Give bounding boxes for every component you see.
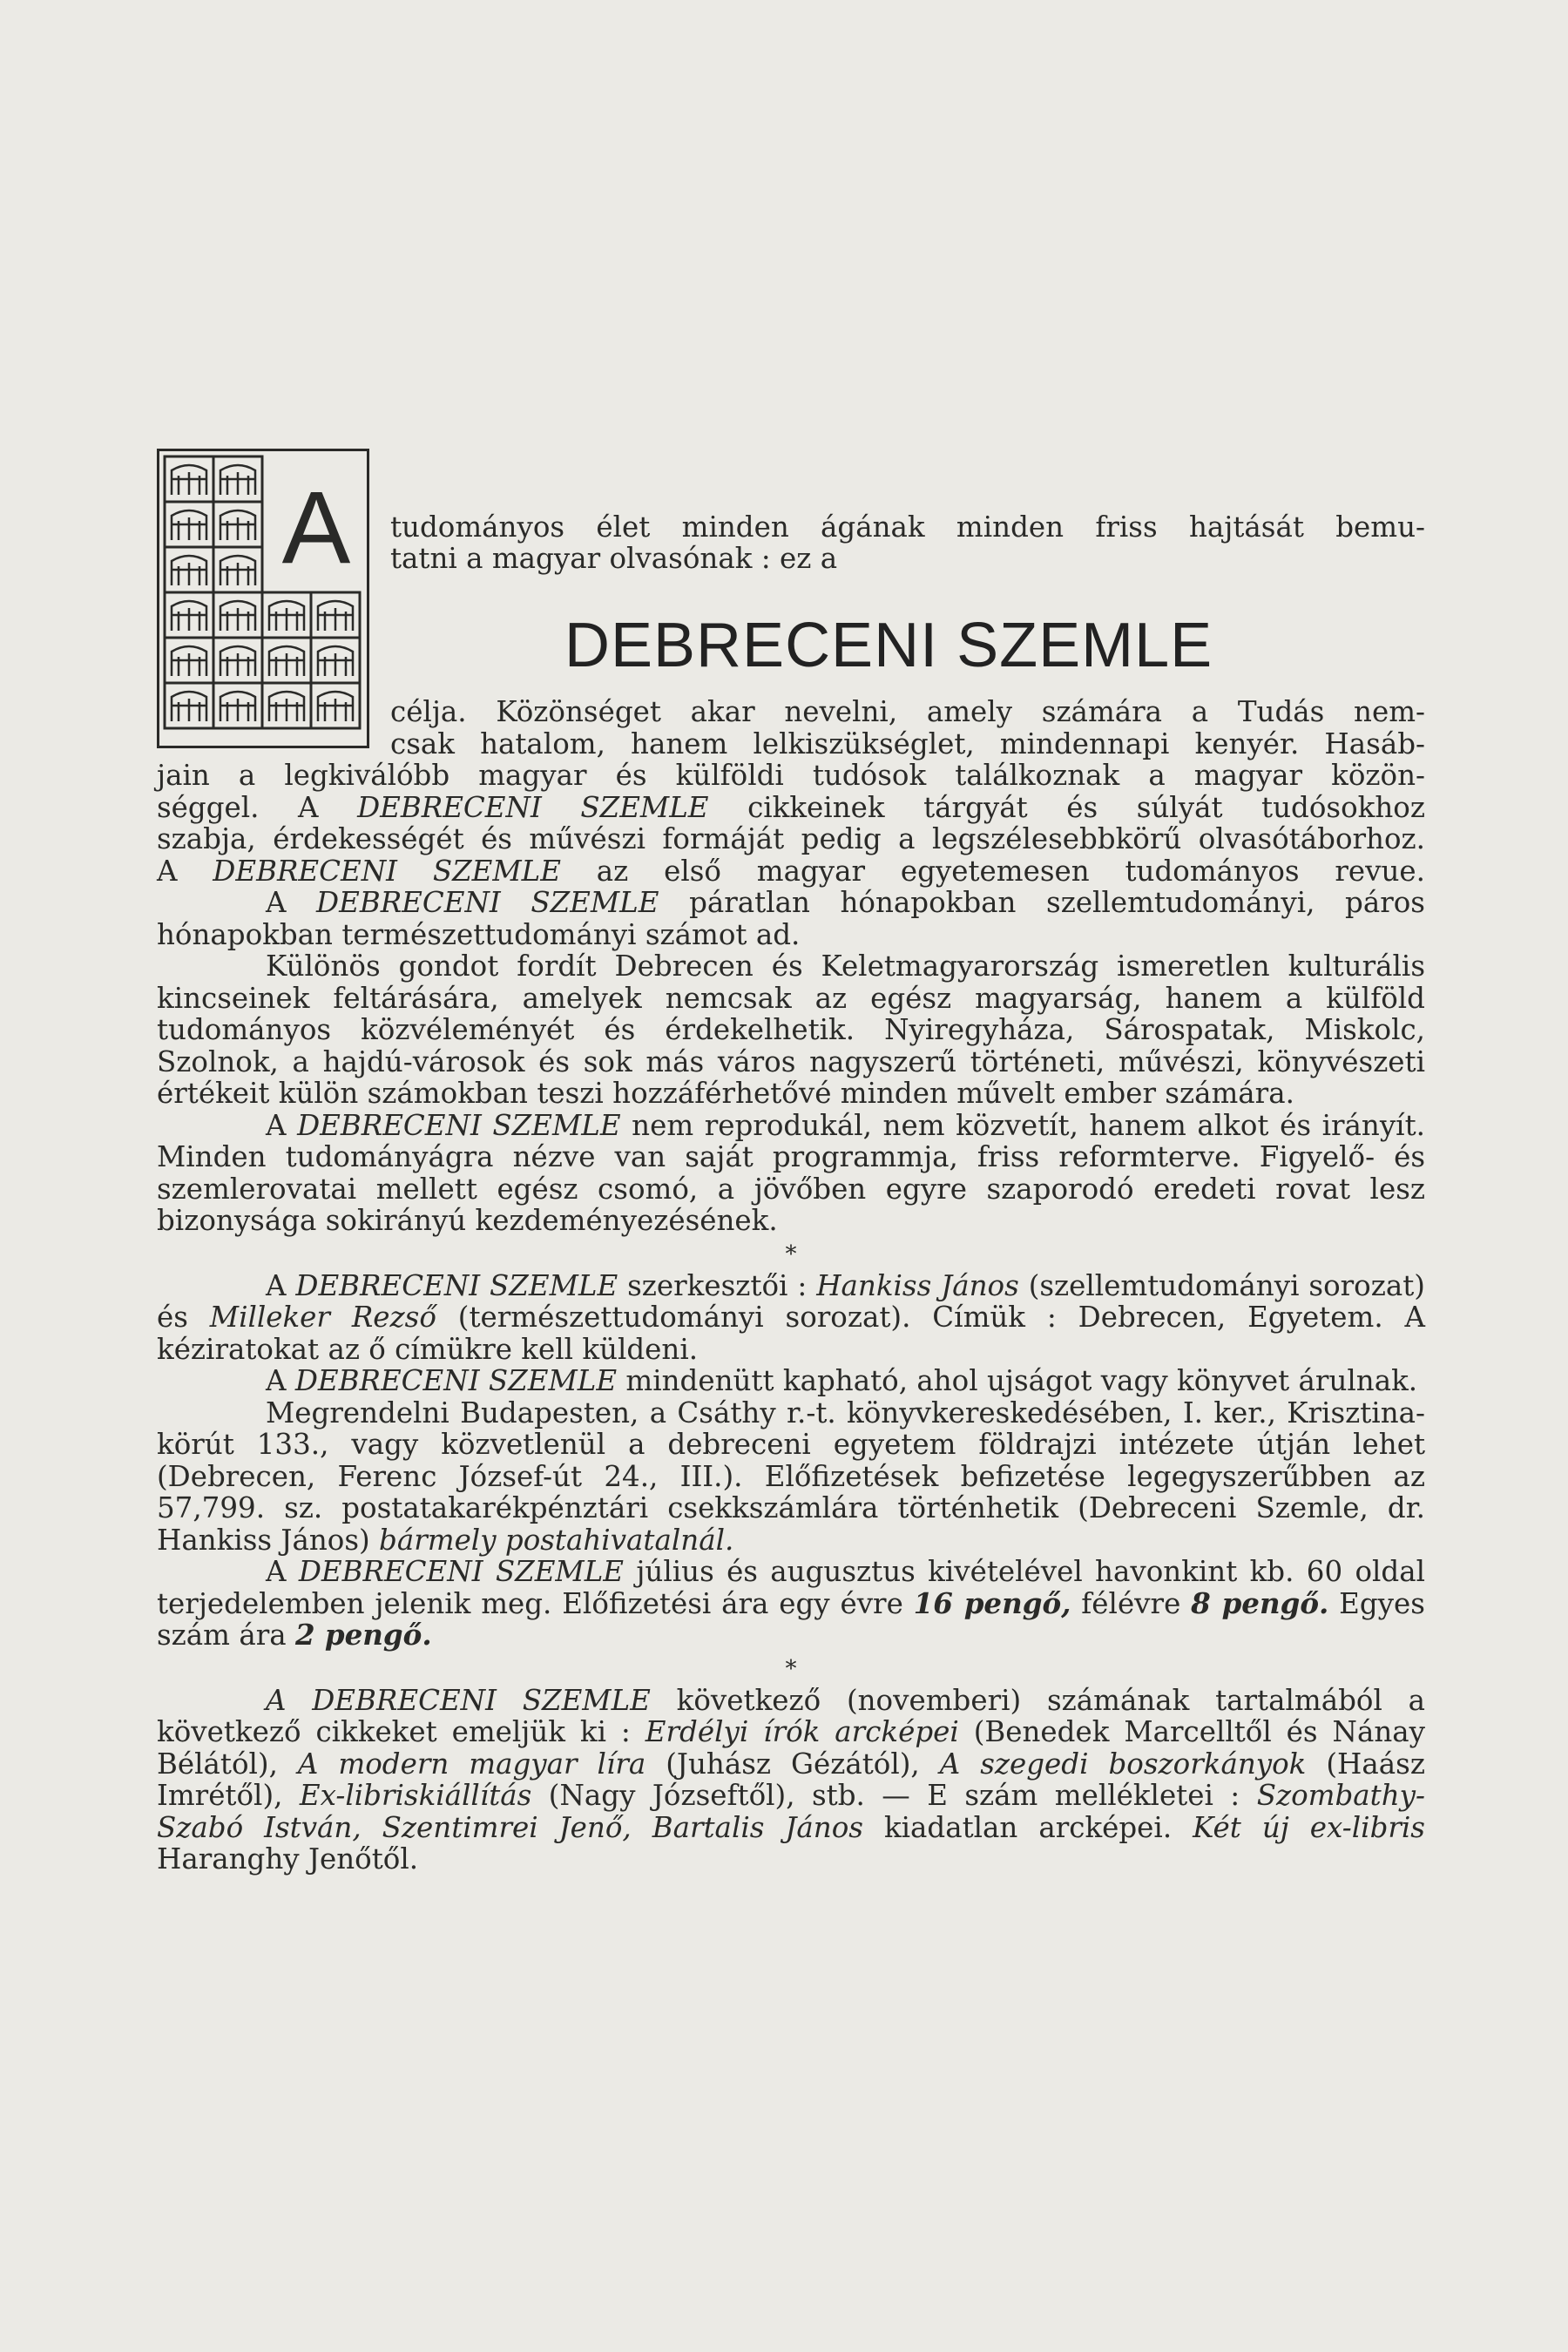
article-title: A szegedi boszorkányok <box>939 1747 1307 1781</box>
magazine-name: DEBRECENI SZEMLE <box>357 790 709 824</box>
portrait-names: Szombathy-Szabó István, Szentimrei Jenő, Bartalis János <box>157 1779 1425 1844</box>
text: (Juhász Gézától), <box>666 1747 920 1781</box>
paragraph-3: Különös gondot fordít Debrecen és Keletmagyarország ismeretlen kulturális kincseinek feltárására, amelyek nemcsak az egész magyarság, hanem a külföld tudományos közvéleményét és érdekelhetik. Nyiregyháza, Sárospatak, Miskolc, Szolnok, a hajdú-városok és sok más város nagyszerű történeti, művészi, könyvészeti értékeit külön számokban teszi hozzáférhetővé minden művelt ember számára. <box>157 950 1425 1110</box>
text: nem reprodukál, nem közvetít, hanem alkot és irányít. Minden tudományágra nézve van saját programmja, friss reformterve. Figyelő- és szemlerovatai mellett egész csomó, a jövőben egyre szaporodó eredeti rovat lesz bizonysága sokirányú kezdeményezésének. <box>157 1108 1425 1237</box>
p1-line: célja. Közönséget akar nevelni, amely számára a Tudás nem- <box>390 695 1425 728</box>
text: A <box>266 1108 287 1142</box>
magazine-name: DEBRECENI SZEMLE <box>316 886 659 919</box>
text: séggel. A <box>157 790 319 824</box>
editor-name: Milleker Rezső <box>209 1301 436 1334</box>
magazine-name: A DEBRECENI SZEMLE <box>266 1683 651 1717</box>
magazine-name: DEBRECENI SZEMLE <box>297 1108 621 1142</box>
text: félévre <box>1081 1586 1181 1620</box>
text: szerkesztői : <box>627 1268 808 1302</box>
text: (Haász Imrétől), <box>157 1747 1425 1812</box>
paragraph-1 <box>157 696 1425 1876</box>
text: A <box>266 1268 287 1302</box>
document-body <box>157 449 1425 1876</box>
masthead-title: DEBRECENI SZEMLE <box>564 611 1213 680</box>
text: kiadatlan arcképei. <box>883 1810 1173 1844</box>
section-asterisk: * <box>785 1240 797 1267</box>
text: Haranghy Jenőtől. <box>157 1842 419 1876</box>
text: páratlan hónapokban szellemtudományi, páros hónapokban természettudományi számot ad. <box>157 886 1425 951</box>
intro-line-1: tudományos élet minden ágának minden friss hajtását bemu- <box>390 510 1425 544</box>
paragraph-4 <box>157 1110 1425 1237</box>
text: (szellemtudományi sorozat) és <box>157 1268 1425 1334</box>
p1-line <box>157 792 1425 824</box>
text: következő (novemberi) számának tartalmából a következő cikkeket emeljük ki : <box>157 1683 1425 1748</box>
paragraph-2 <box>157 887 1425 950</box>
paragraph-7 <box>157 1397 1425 1557</box>
p1-line <box>157 855 1425 888</box>
emphasis: bármely postahivatalnál. <box>379 1523 734 1557</box>
intro-line-2: tatni a magyar olvasónak : ez a <box>390 542 838 575</box>
text: A <box>266 1364 287 1397</box>
paragraph-6 <box>157 1365 1425 1397</box>
price-half-year: 8 pengő. <box>1191 1585 1329 1620</box>
paragraph-9 <box>157 1685 1425 1876</box>
p1-line: jain a legkiválóbb magyar és külföldi tudósok találkoznak a magyar közön- <box>157 759 1425 792</box>
magazine-name: DEBRECENI SZEMLE <box>295 1268 618 1302</box>
p1-line: csak hatalom, hanem lelkiszükséglet, mindennapi kenyér. Hasáb- <box>390 727 1425 760</box>
magazine-name: DEBRECENI SZEMLE <box>213 854 561 888</box>
article-title: Erdélyi írók arcképei <box>645 1715 959 1748</box>
text: Egyes szám ára <box>157 1586 1425 1652</box>
text: Megrendelni Budapesten, a Csáthy r.-t. könyvkereskedésében, I. ker., Krisztina-körút 133., vagy közvetlenül a debreceni egyetem földrajzi intézete útján lehet (Debrecen, Ferenc József-út 24., III.). Előfizetések befizetése legegyszerűbben az 57,799. sz. postatakarékpénztári csekkszámlára történhetik (Debreceni Szemle, dr. Hankiss János) <box>157 1396 1425 1557</box>
text: A <box>157 854 178 888</box>
price-issue: 2 pengő. <box>294 1618 432 1652</box>
paragraph-5 <box>157 1270 1425 1366</box>
text: július és augusztus kivételével havonkint kb. 60 oldal terjedelemben jelenik meg. Előfizetési ára egy évre <box>157 1555 1425 1620</box>
p1-line: szabja, érdekességét és művészi formáját pedig a legszélesebbkörű olvasótáborhoz. <box>157 822 1425 855</box>
magazine-name: DEBRECENI SZEMLE <box>294 1364 618 1397</box>
text: (Benedek Marcelltől és Nánay Bélától), <box>157 1715 1425 1781</box>
text: A <box>266 1555 287 1588</box>
initial-letter: A <box>267 476 365 580</box>
article-title: A modern magyar líra <box>297 1747 646 1781</box>
magazine-name: DEBRECENI SZEMLE <box>298 1555 625 1588</box>
text: (Nagy Józseftől), stb. — E szám mellékletei : <box>548 1779 1240 1812</box>
editor-name: Hankiss János <box>816 1268 1019 1302</box>
text: mindenütt kapható, ahol ujságot vagy könyvet árulnak. <box>625 1364 1418 1397</box>
text: A <box>266 886 287 919</box>
text: (természettudományi sorozat). Címük : Debrecen, Egyetem. A kéziratokat az ő címükre kell küldeni. <box>157 1301 1425 1366</box>
article-title: Ex-libriskiállítás <box>299 1779 532 1812</box>
text: cikkeinek tárgyát és súlyát tudósokhoz <box>747 790 1425 824</box>
intro-block <box>157 449 1425 1876</box>
price-year: 16 pengő, <box>913 1585 1071 1620</box>
section-asterisk: * <box>785 1655 797 1682</box>
paragraph-8 <box>157 1556 1425 1652</box>
text: az első magyar egyetemesen tudományos revue. <box>596 854 1425 888</box>
article-title: Két új ex-libris <box>1193 1810 1425 1844</box>
